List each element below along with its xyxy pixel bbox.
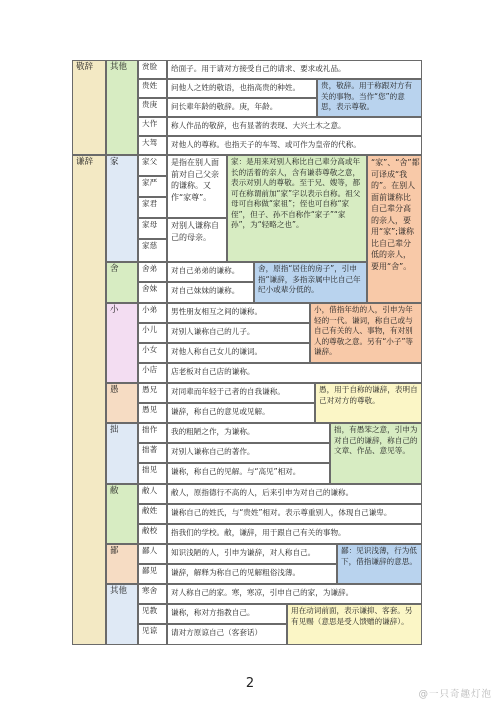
desc-cell: 对自己弟弟的谦称。: [167, 262, 254, 282]
desc-cell: 男性朋友相互之间的谦称。: [167, 303, 310, 323]
group-label: 拙: [110, 425, 119, 435]
word-cell: 敝校: [138, 524, 167, 544]
group-bi2: [106, 544, 138, 584]
word-cell: 寒舍: [138, 584, 167, 604]
group-label: 小: [110, 305, 119, 315]
word-cell: 敝人: [138, 484, 167, 504]
word-cell: 家君: [138, 197, 167, 218]
word-cell: 鄙见: [138, 564, 167, 584]
note-yu: 愚，用于自称的谦辞，表明自己对对方的尊敬。: [315, 383, 422, 423]
word-cell: 鄙人: [138, 544, 167, 564]
word-cell: 拙著: [138, 443, 167, 463]
word-cell: 赏脸: [138, 60, 167, 79]
desc-cell: 问长辈年龄的敬辞。庚，年龄。: [167, 98, 317, 117]
word-cell: 贵姓: [138, 79, 167, 98]
desc-cell: 谦称，称自己的见解。与“高见”相对。: [167, 463, 330, 484]
desc-cell: 对别人谦称自己的著作。: [167, 443, 330, 463]
word-cell: 家慈: [138, 239, 167, 262]
word-cell: 小店: [138, 363, 167, 383]
group-label: 愚: [110, 385, 119, 395]
desc-cell: 我的粗陋之作，为谦称。: [167, 423, 330, 443]
word-cell: 家父: [138, 155, 167, 176]
desc-cell: 问他人之姓的敬语，也指高贵的种姓。: [167, 79, 317, 98]
note-zhuo: 拙，有愚笨之意，引申为对自己的谦辞，称自己的文章、作品、意见等。: [330, 423, 422, 484]
group-jingci-other: [106, 60, 138, 155]
desc-mother: 对别人谦称自己的母亲。: [167, 218, 227, 262]
group-label: 家: [110, 157, 119, 167]
word-cell: 小儿: [138, 323, 167, 343]
desc-cell: 对他人称自己女儿的谦词。: [167, 343, 310, 363]
category-jingci-label: 敬辞: [76, 62, 94, 72]
group-label: 其他: [110, 586, 128, 596]
group-label: 敝: [110, 486, 119, 496]
group-label: 舍: [110, 264, 119, 274]
note-she: 舍，原指“居住的房子”，引申指“谦辞，多指亲属中比自己年纪小或辈分低的。: [254, 262, 367, 303]
group-bi: [106, 484, 138, 544]
group-label: 其他: [110, 62, 128, 72]
desc-cell: 对他人的尊称。也指天子的车驾、或可作为皇帝的代称。: [167, 136, 422, 155]
category-qianci-label: 谦辞: [76, 157, 94, 167]
desc-cell: 谦称，称对方指教自己。: [167, 604, 287, 624]
desc-cell: 知识浅陋的人，引申为谦辞，对人称自己。: [167, 544, 337, 564]
word-cell: 小女: [138, 343, 167, 363]
word-cell: 家严: [138, 176, 167, 197]
desc-cell: 指我们的学校。敝，谦辞，用于跟自己有关的事物。: [167, 524, 422, 544]
word-cell: 拙见: [138, 463, 167, 484]
desc-cell: 对同辈而年轻于己者的自我谦称。: [167, 383, 315, 403]
desc-cell: 谦称自己的姓氏，与“贵姓”相对。表示尊重别人，体现自己谦卑。: [167, 504, 422, 524]
word-cell: 大作: [138, 117, 167, 136]
category-jingci: [72, 60, 106, 155]
word-cell: 舍妹: [138, 282, 167, 303]
word-cell: 见教: [138, 604, 167, 624]
word-cell: 愚见: [138, 403, 167, 423]
group-zhuo: [106, 423, 138, 484]
word-cell: 愚兄: [138, 383, 167, 403]
note-other: 用在动词前面，表示谦抑、客套。另有见赐（意思是受人馈赠的谦辞）。: [287, 604, 422, 645]
desc-cell: 对人称自己的家。寒，寒凉，引申自己的家，为谦辞。: [167, 584, 422, 604]
word-cell: 见谅: [138, 624, 167, 645]
note-jia-she: “家”、“舍”都可译成“我的”。在别人面前谦称比自己辈分高的亲人，要用“家”;谦称比自己辈分低的亲人，要用“舍”。: [367, 155, 422, 303]
desc-cell: 称人作品的敬辞，也有显著的表现、大兴土木之意。: [167, 117, 422, 136]
desc-cell: 店老板对自己店的谦称。: [167, 363, 422, 383]
desc-cell: 请对方原谅自己（客套话）: [167, 624, 287, 645]
group-qianci-other: [106, 584, 138, 645]
group-jia: [106, 155, 138, 262]
desc-cell: 给面子。用于请对方接受自己的请求、要求或礼品。: [167, 60, 422, 79]
word-cell: 家母: [138, 218, 167, 239]
desc-cell: 对别人谦称自己的儿子。: [167, 323, 310, 343]
watermark: @一只奇趣灯泡: [418, 689, 492, 700]
note-jia: 家：是用来对别人称比自己辈分高或年长的活着的亲人，含有谦恭尊敬之意，表示对别人的尊敬。至于兄、嫂等，都可在称谓前加“家”字以表示自称。祖父母可自称做“家祖”；侄也可自称“家侄”，但子、孙不自称作“家子”“家孙”，为“轻略之也”。: [227, 155, 367, 262]
word-cell: 小弟: [138, 303, 167, 323]
category-qianci: [72, 155, 106, 645]
desc-cell: 谦辞，解释为称自己的见解粗俗浅薄。: [167, 564, 337, 584]
word-cell: 拙作: [138, 423, 167, 443]
word-cell: 大驾: [138, 136, 167, 155]
group-she: [106, 262, 138, 303]
word-cell: 敝姓: [138, 504, 167, 524]
word-cell: 舍弟: [138, 262, 167, 282]
note-xiao: 小，借指年幼的人，引申为年轻的一代。谦词，称自己或与自己有关的人、事物，有对别人的尊敬之意。另有“小子”等谦辞。: [310, 303, 422, 363]
group-xiao: [106, 303, 138, 383]
page-number: 2: [245, 676, 255, 691]
desc-cell: 敝人，原指德行不高的人，后来引申为对自己的谦称。: [167, 484, 422, 504]
desc-father: 是指在别人面前对自己父亲的谦称。又作“家尊”。: [167, 155, 227, 218]
note-bi2: 鄙：见识浅薄，行为低下，借指谦辞的意思。: [337, 544, 422, 584]
word-cell: 贵庚: [138, 98, 167, 117]
note-gui: 贵，敬辞。用于称跟对方有关的事物。当作“您”的意思，表示尊敬。: [317, 79, 422, 117]
desc-cell: 对自己妹妹的谦称。: [167, 282, 254, 303]
group-yu: [106, 383, 138, 423]
desc-cell: 谦辞，称自己的意见或见解。: [167, 403, 315, 423]
group-label: 鄙: [110, 546, 119, 556]
